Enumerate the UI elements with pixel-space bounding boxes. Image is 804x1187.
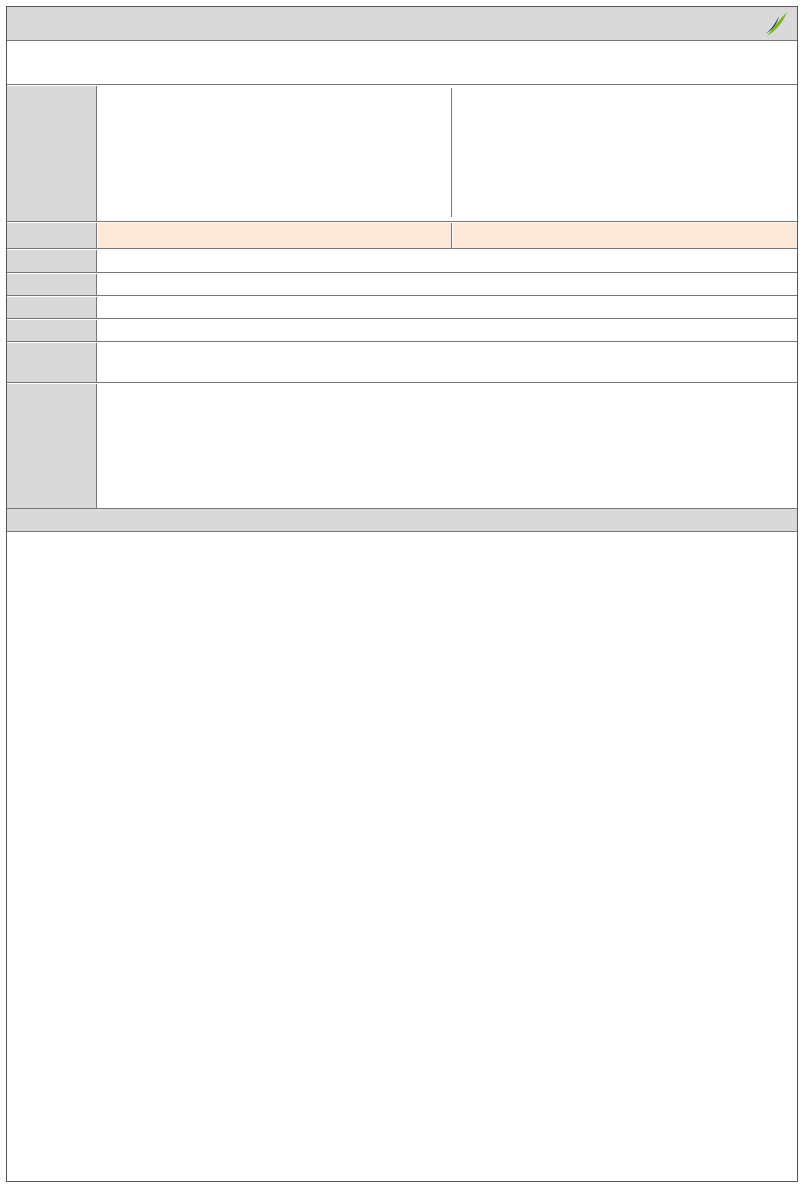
bamboo-leaf-icon: [763, 10, 789, 38]
price-left: [98, 223, 452, 248]
shopping-text: [98, 320, 797, 341]
features-label: [7, 250, 97, 272]
bamboo-airways-logo: [679, 10, 789, 38]
product-title: [397, 50, 407, 74]
features-row: [7, 250, 797, 273]
includes-row: [7, 274, 797, 296]
notice-label: [7, 384, 97, 508]
notice-row: [7, 384, 797, 508]
price-right: [453, 223, 797, 248]
notice-list: [98, 384, 797, 508]
optional-tours-label: [7, 343, 97, 382]
optional-tours-list: [98, 343, 797, 382]
shopping-row: [7, 320, 797, 342]
footer-note: [7, 1162, 797, 1182]
itinerary-page: [6, 6, 798, 1182]
departure-row: [7, 86, 797, 222]
header-bar: [7, 7, 797, 41]
departure-dates: [98, 86, 797, 221]
product-title-row: [7, 42, 797, 85]
excludes-row: [7, 297, 797, 319]
price-values: [98, 223, 797, 248]
price-row: [7, 223, 797, 249]
shopping-label: [7, 320, 97, 341]
optional-tours-row: [7, 343, 797, 383]
includes-value: [98, 274, 797, 295]
excludes-label: [7, 297, 97, 318]
departure-dates-left: [98, 88, 452, 217]
excludes-text: [98, 297, 797, 318]
price-label: [7, 223, 97, 248]
schedule-header: [7, 508, 797, 532]
departure-label: [7, 86, 97, 221]
includes-label: [7, 274, 97, 295]
features-text: [98, 250, 797, 272]
